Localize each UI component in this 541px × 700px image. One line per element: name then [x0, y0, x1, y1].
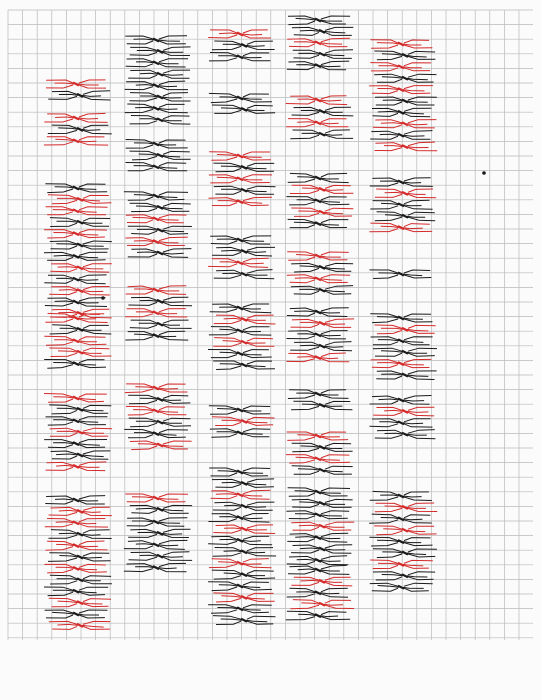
figure-mark — [286, 353, 349, 362]
figure-mark — [129, 93, 190, 101]
figure-mark — [370, 178, 433, 187]
figure-mark — [128, 529, 190, 537]
figure-mark — [46, 417, 108, 425]
figure-mark — [49, 530, 112, 539]
figure-mark — [44, 113, 107, 122]
figure-mark — [209, 175, 272, 183]
figure-mark — [44, 587, 108, 596]
figure-mark — [376, 371, 436, 380]
figure-mark — [50, 264, 112, 272]
figure-mark — [50, 241, 112, 249]
figure-mark — [128, 70, 190, 78]
figure-mark — [44, 394, 107, 403]
figure-mark — [373, 549, 437, 558]
figure-mark — [213, 525, 275, 534]
figure-mark — [287, 275, 350, 283]
figure-mark — [50, 428, 113, 436]
figure-mark — [124, 192, 188, 201]
figure-mark — [369, 514, 432, 523]
figure-mark — [292, 107, 354, 116]
figure-mark — [49, 405, 111, 414]
figure-mark — [130, 203, 191, 211]
figure-mark — [126, 163, 188, 171]
figure-mark — [45, 298, 107, 307]
figure-mark — [291, 401, 352, 410]
figure-mark — [212, 105, 275, 113]
figure-mark — [370, 270, 432, 279]
figure-mark — [287, 432, 348, 440]
figure-mark — [209, 468, 270, 476]
figure-mark — [290, 600, 354, 609]
figure-mark — [290, 185, 353, 193]
figure-mark — [371, 337, 433, 345]
figure-mark — [286, 611, 350, 620]
figure-mark — [45, 496, 105, 504]
ink-dot — [482, 171, 486, 175]
figure-mark — [210, 304, 272, 313]
figure-mark — [45, 184, 107, 193]
figure-mark — [214, 270, 275, 279]
figure-mark — [208, 350, 272, 358]
figure-mark — [373, 572, 435, 580]
figure-mark — [210, 429, 270, 437]
figure-mark — [211, 490, 271, 499]
figure-mark — [291, 545, 352, 553]
figure-mark — [48, 125, 112, 134]
figure-mark — [126, 215, 186, 223]
figure-mark — [370, 419, 433, 427]
figure-mark — [49, 507, 112, 515]
figure-mark — [290, 342, 352, 351]
figure-mark — [48, 195, 112, 204]
figure-mark — [208, 605, 272, 614]
figure-mark — [291, 263, 353, 272]
figure-mark — [209, 559, 272, 568]
figure-mark — [49, 348, 111, 357]
figure-mark — [46, 207, 108, 215]
figure-mark — [44, 137, 108, 145]
figure-mark — [291, 286, 353, 295]
figure-mark — [213, 163, 274, 172]
figure-mark — [125, 81, 188, 90]
figure-mark — [126, 406, 186, 415]
figure-mark — [374, 526, 437, 535]
figure-mark — [286, 96, 347, 105]
figure-mark — [208, 258, 269, 267]
figure-mark — [46, 80, 106, 88]
figure-mark — [49, 598, 111, 607]
figure-mark — [212, 41, 275, 50]
figure-mark — [288, 565, 349, 574]
figure-mark — [214, 186, 276, 194]
figure-mark — [208, 30, 271, 38]
figure-mark — [128, 226, 192, 234]
figure-mark — [287, 308, 349, 317]
figure-mark — [288, 173, 349, 182]
figure-mark — [130, 441, 192, 450]
figure-mark — [288, 488, 350, 496]
figure-mark — [48, 91, 110, 100]
figure-mark — [371, 359, 432, 367]
figure-mark — [286, 197, 349, 205]
figure-mark — [375, 325, 436, 334]
figure-mark — [288, 390, 349, 399]
figure-mark — [370, 131, 432, 140]
figure-mark — [126, 286, 187, 295]
figure-mark — [372, 108, 431, 117]
figure-mark — [125, 36, 187, 44]
figure-mark — [124, 540, 188, 549]
figure-mark — [291, 319, 355, 328]
figure-mark — [125, 237, 187, 246]
figure-mark — [213, 338, 274, 347]
figure-mark — [375, 212, 435, 221]
figure-mark — [288, 219, 349, 227]
figure-mark — [49, 287, 109, 296]
figure-mark — [375, 97, 437, 105]
figure-mark — [370, 40, 432, 49]
figure-mark — [286, 119, 348, 127]
figure-mark — [375, 503, 437, 512]
figure-mark — [125, 494, 188, 502]
figure-mark — [129, 418, 191, 427]
figure-mark — [125, 309, 187, 317]
figure-mark — [50, 325, 112, 334]
figure-mark — [130, 320, 192, 328]
figure-mark — [212, 417, 275, 426]
figure-mark — [208, 582, 272, 591]
figure-mark — [130, 116, 191, 125]
figure-mark — [45, 610, 108, 618]
figure-mark — [291, 522, 354, 530]
figure-mark — [125, 331, 188, 340]
figure-mark — [44, 564, 107, 573]
figure-mark — [209, 152, 271, 160]
figure-mark — [209, 93, 272, 102]
figure-mark — [370, 314, 432, 323]
figure-mark — [369, 537, 432, 546]
ink-dot — [101, 296, 105, 300]
figure-mark — [213, 502, 275, 510]
figure-mark — [44, 252, 107, 260]
figure-mark — [369, 223, 432, 232]
figure-mark — [292, 443, 353, 452]
figure-mark — [287, 252, 349, 260]
figure-mark — [130, 47, 191, 56]
figure-mark — [45, 519, 108, 528]
figure-mark — [130, 151, 191, 160]
figure-mark — [124, 563, 187, 571]
figure-mark — [209, 406, 270, 415]
figure-mark — [44, 336, 106, 345]
figure-mark — [44, 440, 107, 448]
figure-mark — [128, 395, 190, 404]
figure-mark — [44, 360, 106, 369]
figure-mark — [287, 533, 348, 542]
figure-mark — [208, 536, 272, 545]
figure-mark — [128, 249, 192, 258]
figure-mark — [129, 552, 193, 561]
figure-mark — [130, 505, 192, 513]
figure-mark — [209, 197, 272, 205]
figure-mark — [209, 53, 270, 61]
figure-mark — [287, 331, 348, 339]
figure-mark — [286, 511, 349, 519]
figure-mark — [126, 140, 188, 149]
figure-mark — [290, 130, 353, 139]
figure-mark — [125, 384, 188, 393]
figure-mark — [212, 247, 275, 256]
figure-mark — [287, 38, 350, 47]
figure-mark — [213, 616, 276, 625]
figure-mark — [286, 455, 350, 464]
figure-mark — [127, 518, 188, 527]
figure-mark — [213, 548, 276, 557]
figure-mark — [291, 577, 352, 586]
figure-mark — [293, 50, 353, 59]
figure-mark — [291, 208, 353, 216]
figure-mark — [125, 104, 188, 113]
figure-mark — [213, 593, 274, 602]
figure-mark — [49, 621, 110, 629]
figure-mark — [126, 59, 188, 67]
figure-mark — [46, 541, 108, 550]
figure-mark — [44, 230, 107, 238]
figure-mark — [44, 275, 106, 284]
figure-mark — [212, 570, 275, 579]
figure-mark — [292, 466, 353, 474]
figure-mark — [370, 583, 433, 591]
figure-mark — [212, 479, 274, 488]
figure-mark — [46, 462, 107, 471]
figure-mark — [375, 430, 436, 439]
figure-mark — [288, 16, 350, 25]
figure-mark — [373, 407, 434, 416]
figure-mark — [128, 297, 192, 306]
figure-mark — [51, 451, 111, 459]
figure-mark — [292, 499, 353, 507]
figure-mark — [374, 51, 435, 60]
figure-mark — [374, 74, 436, 82]
figure-mark — [48, 553, 111, 562]
figure-mark — [50, 575, 112, 584]
figure-mark — [292, 27, 353, 35]
figure-mark — [370, 560, 433, 569]
figure-mark — [287, 588, 348, 597]
figure-mark — [213, 361, 275, 370]
figure-mark — [210, 236, 271, 244]
figure-mark — [287, 61, 349, 70]
figure-mark — [209, 327, 271, 336]
figure-mark — [375, 189, 436, 198]
figure-mark — [373, 348, 437, 356]
figure-mark — [373, 120, 437, 128]
figure-mark — [370, 63, 431, 71]
figure-mark — [208, 514, 269, 523]
figure-mark — [370, 396, 432, 405]
figure-mark — [375, 142, 438, 151]
figure-mark — [287, 556, 349, 565]
figure-mark — [370, 200, 432, 209]
figure-mark — [214, 315, 276, 324]
figure-mark — [50, 218, 110, 227]
figure-mark — [370, 491, 432, 500]
figure-mark — [369, 86, 433, 94]
figure-mark — [124, 429, 188, 437]
